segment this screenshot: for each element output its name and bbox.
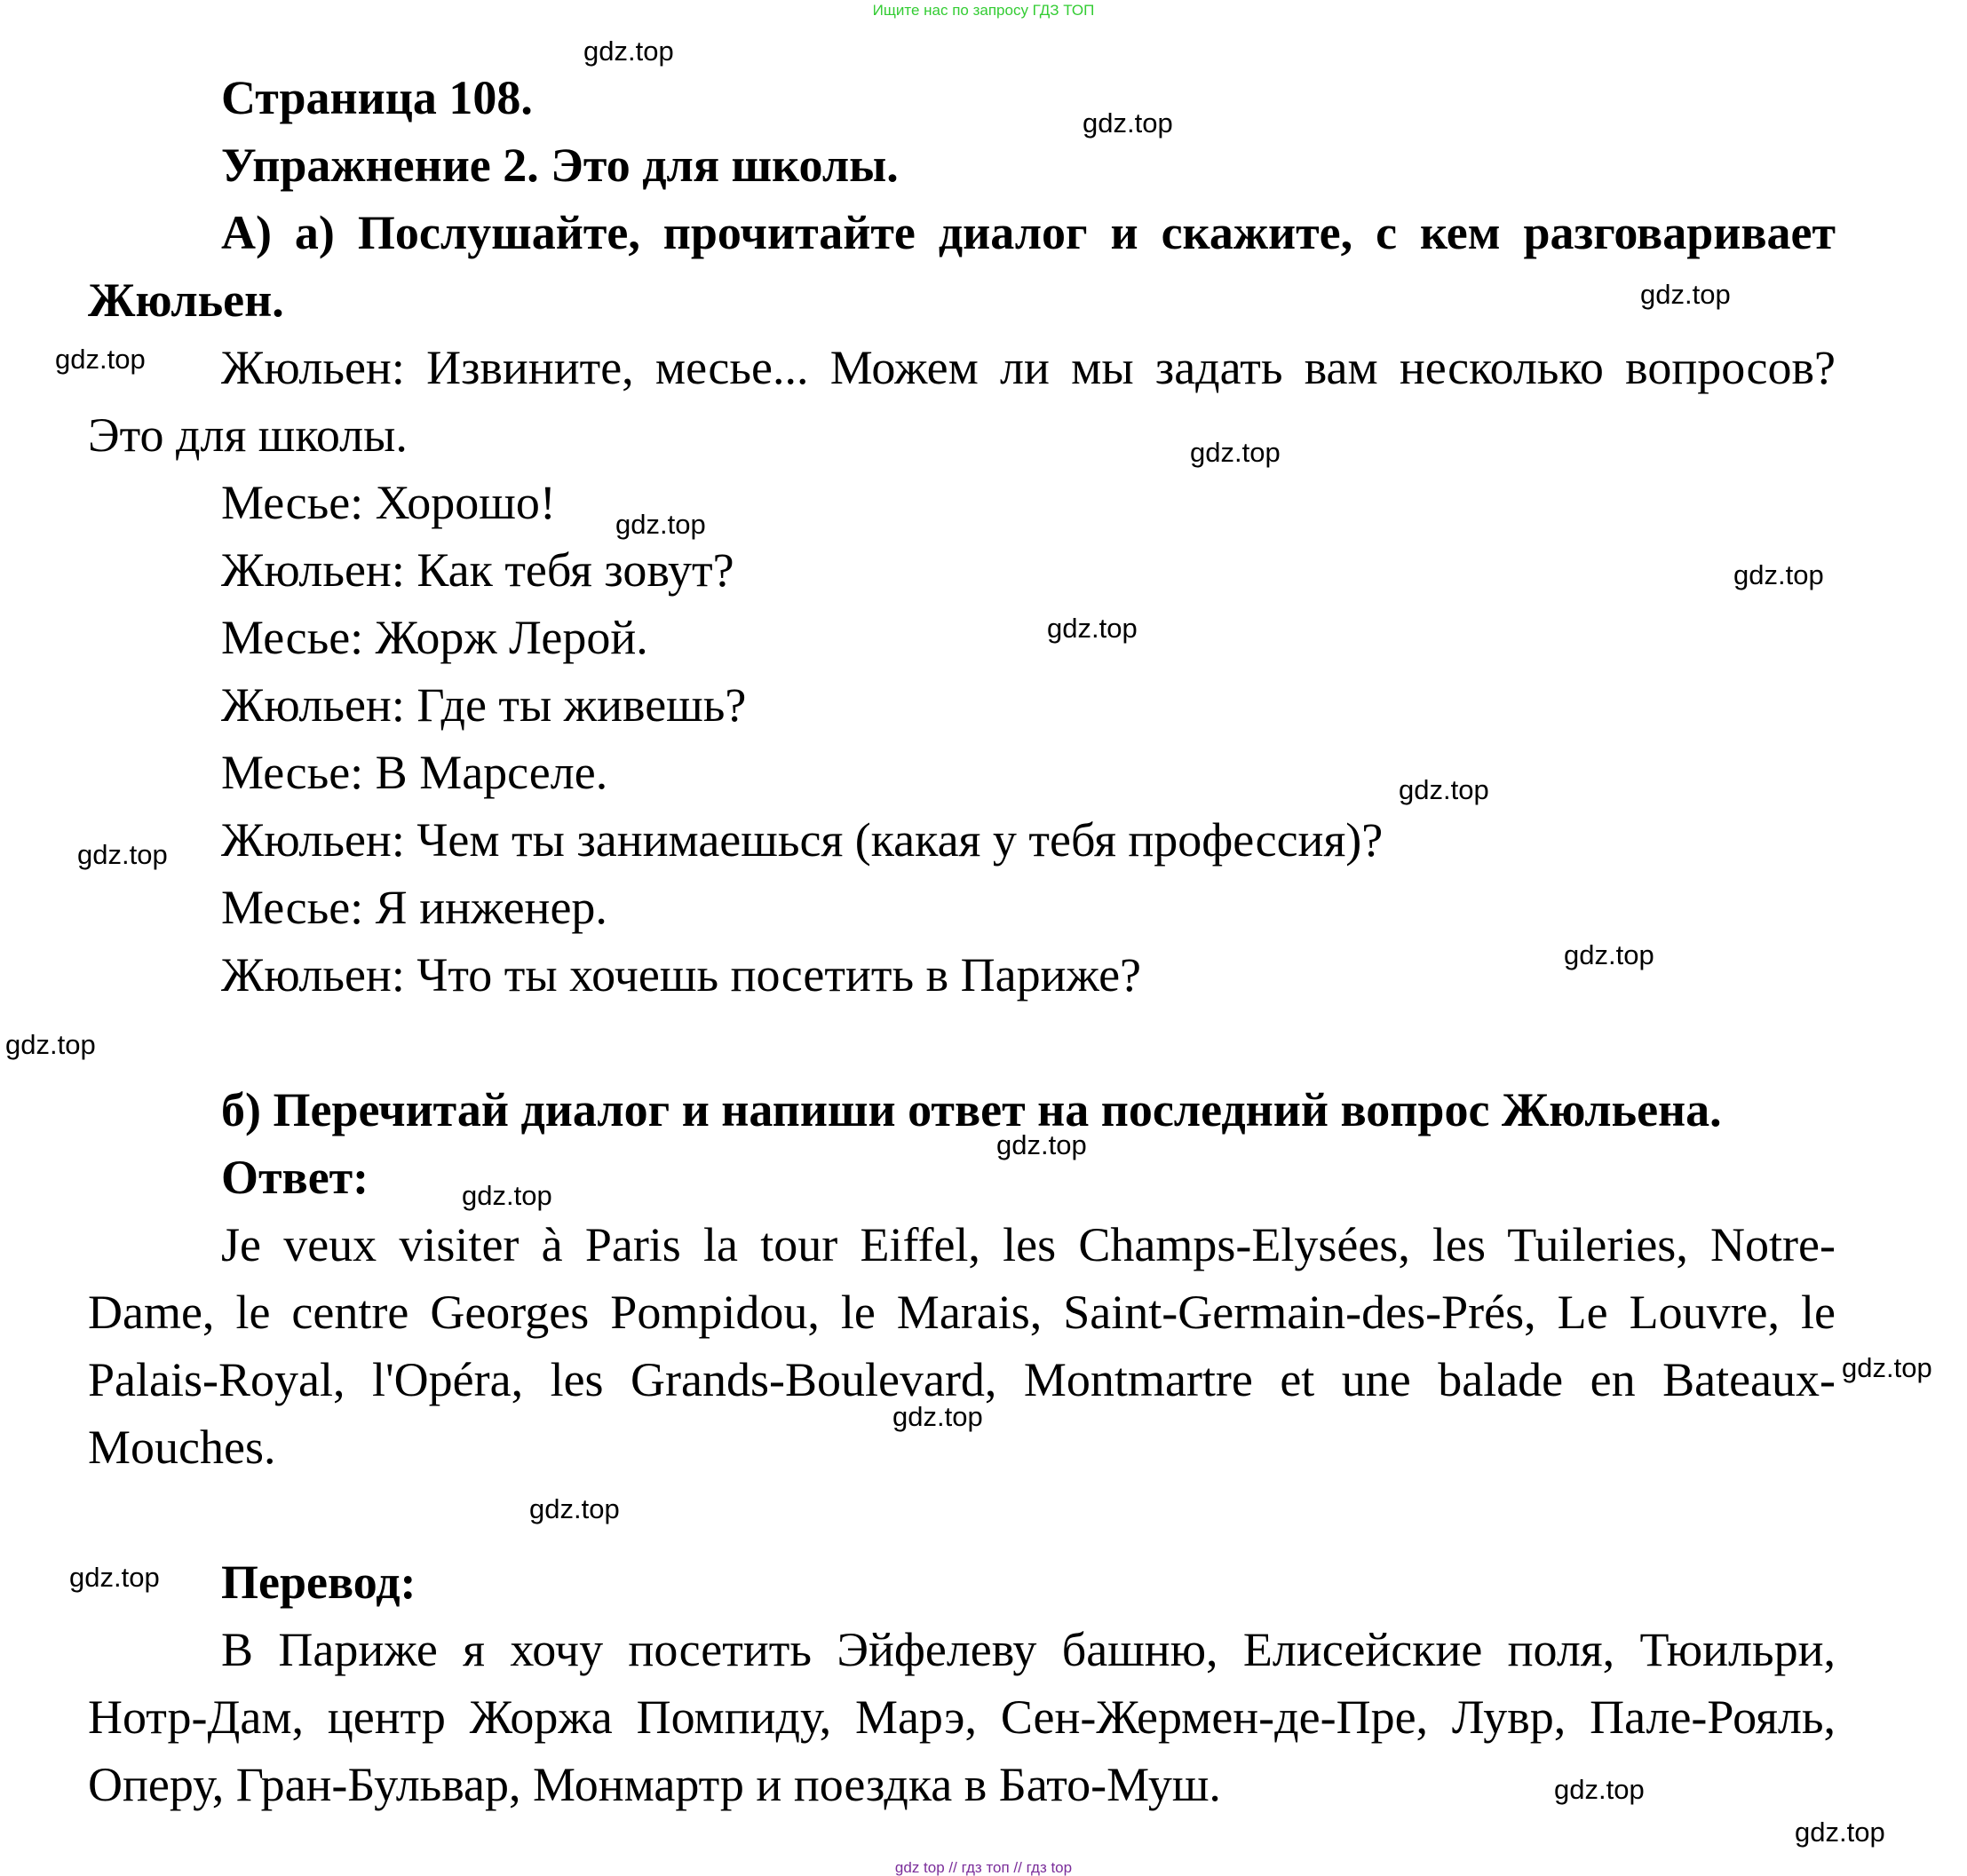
watermark: gdz.top [529,1493,620,1524]
watermark: gdz.top [55,344,146,375]
watermark: gdz.top [892,1401,983,1432]
watermark: gdz.top [1640,279,1731,310]
answer-label: Ответ: [221,1151,369,1204]
dialog-line: Жюльен: Где ты живешь? [221,678,747,732]
footer-site-note: gdz top // гдз топ // гдз top [894,1859,1073,1876]
watermark: gdz.top [1083,107,1173,139]
translation-label: Перевод: [221,1555,416,1609]
watermark: gdz.top [1047,613,1138,644]
watermark: gdz.top [462,1180,552,1211]
dialog-line: Месье: Я инженер. [221,881,607,934]
dialog-line: Жюльен: Извините, месье... Можем ли мы задать вам несколько вопросов? Это для школы. [88,341,1836,462]
watermark: gdz.top [996,1129,1087,1160]
dialog-line: Месье: Хорошо! [221,476,556,529]
watermark: gdz.top [1842,1352,1932,1383]
header-promo-note: Ищите нас по запросу ГДЗ ТОП [872,2,1095,19]
translation-text: В Париже я хочу посетить Эйфелеву башню, Елисейские поля, Тюильри, Нотр-Дам, центр Жоржа Помпиду, Марэ, Сен-Жермен-де-Пре, Лувр, Пале-Рояль, Оперу, Гран-Бульвар, Монмартр и поездка в Бато-Муш. [88,1623,1836,1811]
task-b-text: б) Перечитай диалог и напиши ответ на последний вопрос Жюльена. [221,1083,1722,1136]
watermark: gdz.top [1564,939,1654,970]
watermark: gdz.top [77,839,168,870]
dialog-line: Жюльен: Чем ты занимаешься (какая у тебя профессия)? [221,813,1384,867]
exercise-title: Упражнение 2. Это для школы. [221,139,899,192]
watermark: gdz.top [583,36,674,67]
dialog-line: Месье: Жорж Лерой. [221,611,648,664]
dialog-line: Месье: В Марселе. [221,746,608,799]
watermark: gdz.top [615,509,706,540]
watermark: gdz.top [1190,437,1281,468]
dialog-line: Жюльен: Как тебя зовут? [221,543,734,597]
watermark: gdz.top [1554,1774,1645,1805]
watermark: gdz.top [1733,559,1824,590]
answer-text: Je veux visiter à Paris la tour Eiffel, les Champs-Elysées, les Tuileries, Notre-Dame, le centre Georges Pompidou, le Marais, Saint-Germain-des-Prés, Le Louvre, le Palais-Royal, l'Opéra, les Grands-Boulevard, Montmartre et une balade en Bateaux-Mouches. [88,1218,1836,1474]
watermark: gdz.top [1399,774,1489,805]
watermark: gdz.top [5,1029,96,1060]
dialog-line: Жюльен: Что ты хочешь посетить в Париже? [221,948,1142,1001]
watermark: gdz.top [1795,1817,1885,1848]
task-a-text: А) а) Послушайте, прочитайте диалог и скажите, с кем разговаривает Жюльен. [88,206,1836,327]
watermark: gdz.top [69,1562,160,1593]
page-title: Страница 108. [221,71,533,124]
